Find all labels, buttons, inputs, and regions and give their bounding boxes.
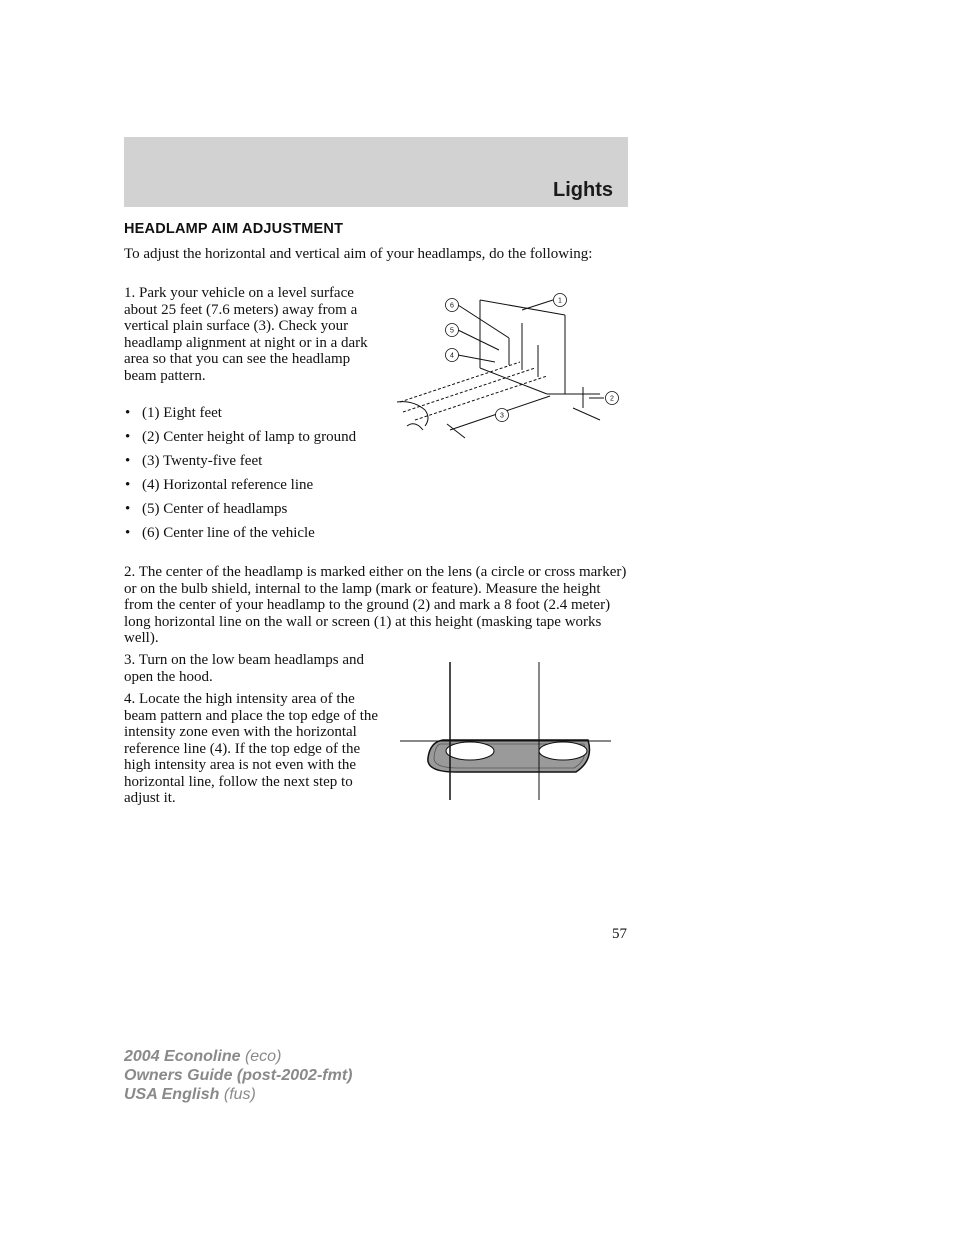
callout-4: 4 [450,352,454,360]
list-item: • (4) Horizontal reference line [125,477,314,493]
callout-5: 5 [450,327,454,335]
callout-3: 3 [500,412,504,420]
list-item: • (6) Center line of the vehicle [125,525,315,541]
callout-6: 6 [450,302,454,310]
step-4-paragraph: 4. Locate the high intensity area of the beam pattern and place the top edge of the intensity zone even with the horizontal reference line (4). If the top edge of the high intensity area is not even with the horizontal line, follow the next step to adjust it. [124,691,379,806]
step-2-paragraph: 2. The center of the headlamp is marked either on the lens (a circle or cross marker) or on the bulb shield, internal to the lamp (mark or feature). Measure the height from the center of your headlamp to the ground (2) and mark a 8 foot (2.4 meter) long horizontal line on the wall or screen (1) at this height (masking tape works well). [124,564,627,646]
bullet-marker: • [125,477,131,493]
list-item: • (5) Center of headlamps [125,501,288,517]
callout-1: 1 [558,297,562,305]
intro-paragraph: To adjust the horizontal and vertical aim of your headlamps, do the following: [124,246,593,262]
bullet-marker: • [125,453,131,469]
list-item: • (3) Twenty-five feet [125,453,263,469]
header-band [124,137,628,207]
page-number: 57 [612,926,627,942]
step-3-paragraph: 3. Turn on the low beam headlamps and open the hood. [124,652,364,685]
list-item: • (1) Eight feet [125,405,222,421]
legend-list [124,405,384,549]
bullet-marker: • [125,525,131,541]
section-heading: HEADLAMP AIM ADJUSTMENT [124,221,344,237]
right-lamp-spot [539,742,587,760]
bullet-marker: • [125,501,131,517]
step-1-paragraph: 1. Park your vehicle on a level surface about 25 feet (7.6 meters) away from a vertical plain surface (3). Check your headlamp alignment at night or in a dark area so that you can see the headlamp beam pattern. [124,285,368,384]
page-title: Lights [553,179,613,201]
document-footer: 2004 Econoline (eco) Owners Guide (post-2002-fmt) USA English (fus) [124,1048,353,1103]
left-lamp-spot [446,742,494,760]
beam-pattern-diagram [398,660,613,802]
list-item: • (2) Center height of lamp to ground [125,429,357,445]
callout-2: 2 [610,395,614,403]
bullet-marker: • [125,429,131,445]
headlamp-aim-setup-diagram [395,290,625,440]
bullet-marker: • [125,405,131,421]
